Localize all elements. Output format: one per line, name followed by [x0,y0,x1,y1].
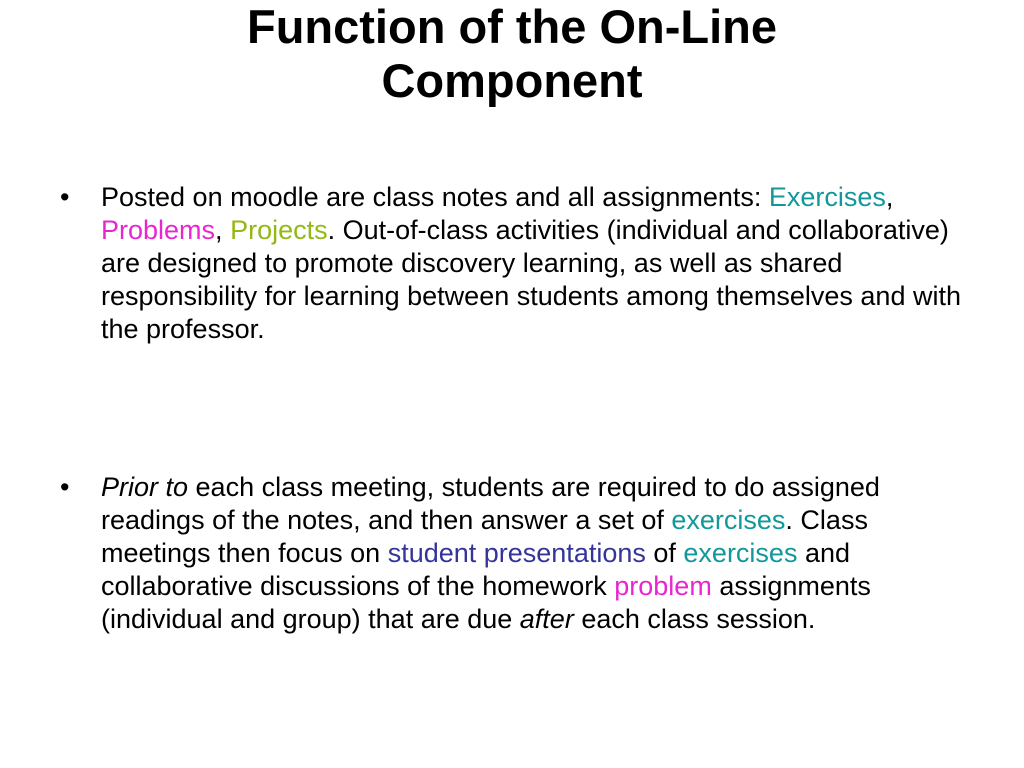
after-emphasis: after [519,604,574,634]
prior-to-emphasis: Prior to [101,472,189,502]
student-presentations-highlight: student presentations [387,538,646,568]
bullet1-sep2: , [215,215,231,245]
title-line-2: Component [381,54,643,107]
bullet1-intro: Posted on moodle are class notes and all assignments: [101,182,769,212]
exercises-highlight-1: exercises [671,505,786,535]
bullet-item-2 [60,471,980,636]
exercises-highlight: Exercises [768,182,886,212]
bullet2-text-2: . Class meetings then focus on [101,505,868,568]
problem-highlight: problem [614,571,712,601]
bullet-dot-icon: • [60,182,70,212]
bullet-list [60,181,980,636]
bullet1-sep1: , [885,182,894,212]
slide-title [0,0,1024,108]
bullet2-text-5: assignments (individual and group) that are due [101,571,871,634]
bullet2-text-1: each class meeting, students are required to do assigned readings of the notes, and then answer a set of [101,472,880,535]
bullet-item-1 [60,181,980,471]
projects-highlight: Projects [230,215,328,245]
bullet2-text-6: each class session. [573,604,816,634]
bullet1-rest: . Out-of-class activities (individual and collaborative) are designed to promote discovery learning, as well as shared responsibility for learning between students among themselves and with the professor. [101,215,961,344]
exercises-highlight-2: exercises [683,538,798,568]
bullet-dot-icon: • [60,472,70,502]
bullet2-text-4: and collaborative discussions of the homework [101,538,851,601]
problems-highlight: Problems [101,215,216,245]
bullet2-text-3: of [645,538,684,568]
title-line-1: Function of the On-Line [247,0,777,53]
